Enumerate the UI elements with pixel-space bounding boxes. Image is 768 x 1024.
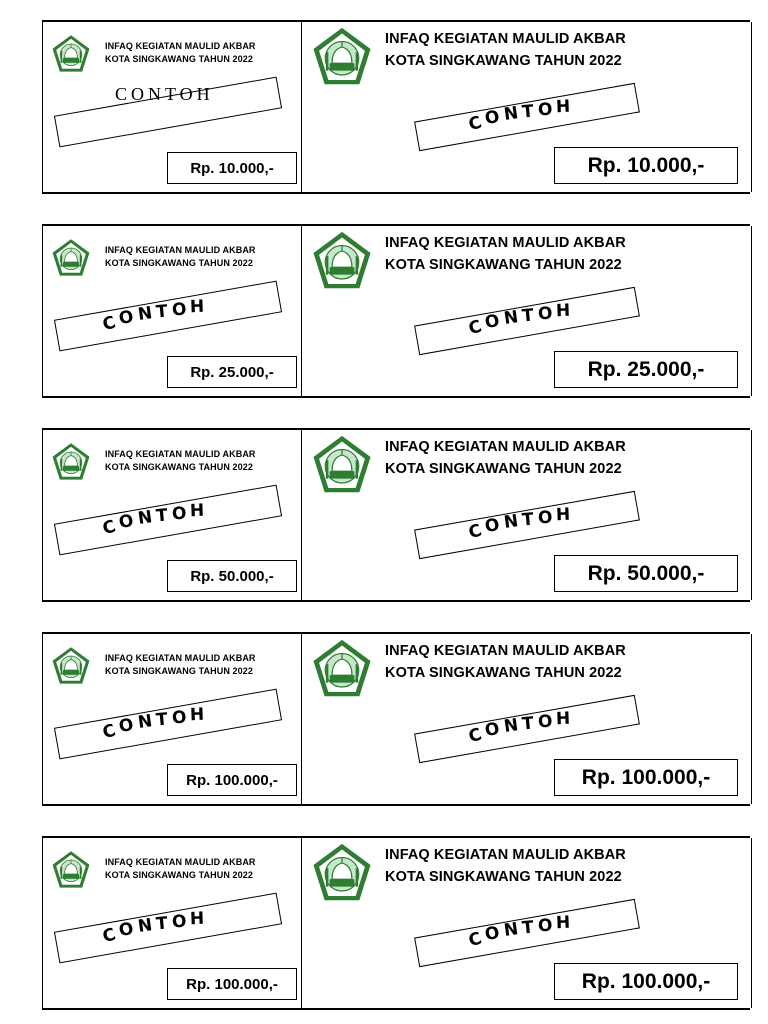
stamp-letter: C: [466, 112, 485, 136]
stamp-letter: O: [537, 303, 553, 325]
stub-title: [105, 652, 256, 678]
stamp-letter: O: [171, 503, 187, 525]
main-title: [385, 640, 626, 684]
ticket-stub: [42, 838, 302, 1008]
ticket: [42, 836, 750, 1010]
stamp-letter: T: [155, 913, 169, 935]
main-title-line2: KOTA SINGKAWANG TAHUN 2022: [385, 53, 622, 69]
stub-title-line1: INFAQ KEGIATAN MAULID AKBAR: [105, 857, 256, 867]
stamp-letter: T: [155, 709, 169, 731]
stamp-letter: O: [483, 922, 502, 946]
stub-amount: Rp. 25.000,-: [167, 356, 297, 388]
main-title: [385, 844, 626, 888]
stub-amount: Rp. 50.000,-: [167, 560, 297, 592]
stub-title-line2: KOTA SINGKAWANG TAHUN 2022: [105, 54, 253, 64]
mosque-emblem-icon: [51, 646, 91, 686]
stamp-letter: O: [537, 711, 553, 733]
stamp-letter: H: [555, 708, 571, 730]
stamp-letter: T: [521, 509, 535, 531]
main-title-line1: INFAQ KEGIATAN MAULID AKBAR: [385, 643, 626, 659]
main-title-line2: KOTA SINGKAWANG TAHUN 2022: [385, 869, 622, 885]
stub-stamp-text: [100, 500, 208, 540]
main-title: [385, 232, 626, 276]
stamp-letter: H: [555, 300, 571, 322]
stamp-letter: N: [502, 919, 520, 941]
stamp-letter: O: [171, 707, 187, 729]
ticket-stub: [42, 634, 302, 804]
main-stamp-text: [466, 708, 574, 748]
main-stamp-text: [466, 912, 574, 952]
stamp-letter: N: [502, 103, 520, 125]
stamp-letter: O: [117, 714, 136, 738]
main-title-line1: INFAQ KEGIATAN MAULID AKBAR: [385, 439, 626, 455]
stamp-letter: C: [100, 516, 119, 540]
ticket-main: [303, 838, 750, 1008]
stamp-letter: T: [521, 713, 535, 735]
stamp-letter: O: [171, 911, 187, 933]
stamp-letter: N: [136, 915, 154, 937]
mosque-emblem-icon: [311, 842, 373, 904]
main-stamp-text: [466, 300, 574, 340]
mosque-emblem-icon: [311, 638, 373, 700]
stamp-letter: O: [171, 299, 187, 321]
mosque-emblem-icon: [311, 26, 373, 88]
stub-title: [105, 244, 256, 270]
stamp-letter: O: [537, 99, 553, 121]
main-title: [385, 436, 626, 480]
ticket-stub: [42, 226, 302, 396]
main-title-line1: INFAQ KEGIATAN MAULID AKBAR: [385, 847, 626, 863]
ticket-stub: [42, 22, 302, 192]
stub-amount: Rp. 100.000,-: [167, 764, 297, 796]
stamp-letter: H: [189, 500, 205, 522]
ticket-main: [303, 430, 750, 600]
stub-title-line1: INFAQ KEGIATAN MAULID AKBAR: [105, 449, 256, 459]
stamp-letter: T: [521, 305, 535, 327]
main-amount: Rp. 100.000,-: [554, 963, 738, 1000]
stub-title-line2: KOTA SINGKAWANG TAHUN 2022: [105, 870, 253, 880]
ticket: [42, 428, 750, 602]
mosque-emblem-icon: [311, 434, 373, 496]
mosque-emblem-icon: [51, 850, 91, 890]
stub-title-line1: INFAQ KEGIATAN MAULID AKBAR: [105, 245, 256, 255]
stub-stamp-text: [100, 908, 208, 948]
stamp-letter: O: [483, 310, 502, 334]
stub-title-line2: KOTA SINGKAWANG TAHUN 2022: [105, 258, 253, 268]
stamp-letter: H: [555, 912, 571, 934]
main-stamp-text: [466, 504, 574, 544]
main-amount: Rp. 25.000,-: [554, 351, 738, 388]
stamp-letter: C: [466, 928, 485, 952]
stamp-letter: T: [521, 101, 535, 123]
stamp-letter: C: [100, 720, 119, 744]
ticket: [42, 632, 750, 806]
main-title-line1: INFAQ KEGIATAN MAULID AKBAR: [385, 31, 626, 47]
stamp-letter: N: [502, 511, 520, 533]
main-title-line2: KOTA SINGKAWANG TAHUN 2022: [385, 665, 622, 681]
stamp-letter: O: [117, 918, 136, 942]
stamp-letter: O: [483, 718, 502, 742]
ticket: [42, 224, 750, 398]
stub-title-line2: KOTA SINGKAWANG TAHUN 2022: [105, 666, 253, 676]
main-amount: Rp. 10.000,-: [554, 147, 738, 184]
ticket-main: [303, 634, 750, 804]
stamp-letter: C: [466, 724, 485, 748]
main-amount: Rp. 50.000,-: [554, 555, 738, 592]
mosque-emblem-icon: [51, 34, 91, 74]
ticket: [42, 20, 750, 194]
stamp-letter: C: [466, 316, 485, 340]
stamp-letter: O: [483, 514, 502, 538]
stamp-letter: O: [483, 106, 502, 130]
stub-amount: Rp. 10.000,-: [167, 152, 297, 184]
mosque-emblem-icon: [51, 442, 91, 482]
stamp-letter: C: [100, 312, 119, 336]
stub-title-line1: INFAQ KEGIATAN MAULID AKBAR: [105, 653, 256, 663]
stamp-letter: H: [189, 908, 205, 930]
stamp-letter: N: [502, 307, 520, 329]
main-title-line1: INFAQ KEGIATAN MAULID AKBAR: [385, 235, 626, 251]
stamp-letter: C: [100, 924, 119, 948]
stamp-letter: H: [189, 704, 205, 726]
stamp-letter: O: [537, 915, 553, 937]
stamp-letter: H: [555, 504, 571, 526]
stub-amount: Rp. 100.000,-: [167, 968, 297, 1000]
stub-title: [105, 40, 256, 66]
stub-stamp-text: [100, 704, 208, 744]
stamp-letter: N: [502, 715, 520, 737]
stamp-letter: N: [136, 711, 154, 733]
stamp-letter: T: [155, 301, 169, 323]
stamp-letter: C: [466, 520, 485, 544]
stub-title: [105, 856, 256, 882]
stamp-letter: O: [537, 507, 553, 529]
stub-stamp-text: [100, 296, 208, 336]
stamp-letter: N: [136, 507, 154, 529]
stamp-letter: O: [117, 510, 136, 534]
stamp-letter: H: [189, 296, 205, 318]
main-amount: Rp. 100.000,-: [554, 759, 738, 796]
stub-title-line2: KOTA SINGKAWANG TAHUN 2022: [105, 462, 253, 472]
stamp-letter: O: [117, 306, 136, 330]
mosque-emblem-icon: [51, 238, 91, 278]
mosque-emblem-icon: [311, 230, 373, 292]
stub-title-line1: INFAQ KEGIATAN MAULID AKBAR: [105, 41, 256, 51]
stamp-letter: H: [555, 96, 571, 118]
stub-title: [105, 448, 256, 474]
main-title-line2: KOTA SINGKAWANG TAHUN 2022: [385, 461, 622, 477]
ticket-main: [303, 226, 750, 396]
stamp-letter: N: [136, 303, 154, 325]
stamp-letter: T: [155, 505, 169, 527]
main-title-line2: KOTA SINGKAWANG TAHUN 2022: [385, 257, 622, 273]
stub-stamp-text: CONTOH: [115, 84, 214, 104]
stamp-letter: T: [521, 917, 535, 939]
main-stamp-text: [466, 96, 574, 136]
ticket-main: [303, 22, 750, 192]
main-title: [385, 28, 626, 72]
ticket-stub: [42, 430, 302, 600]
